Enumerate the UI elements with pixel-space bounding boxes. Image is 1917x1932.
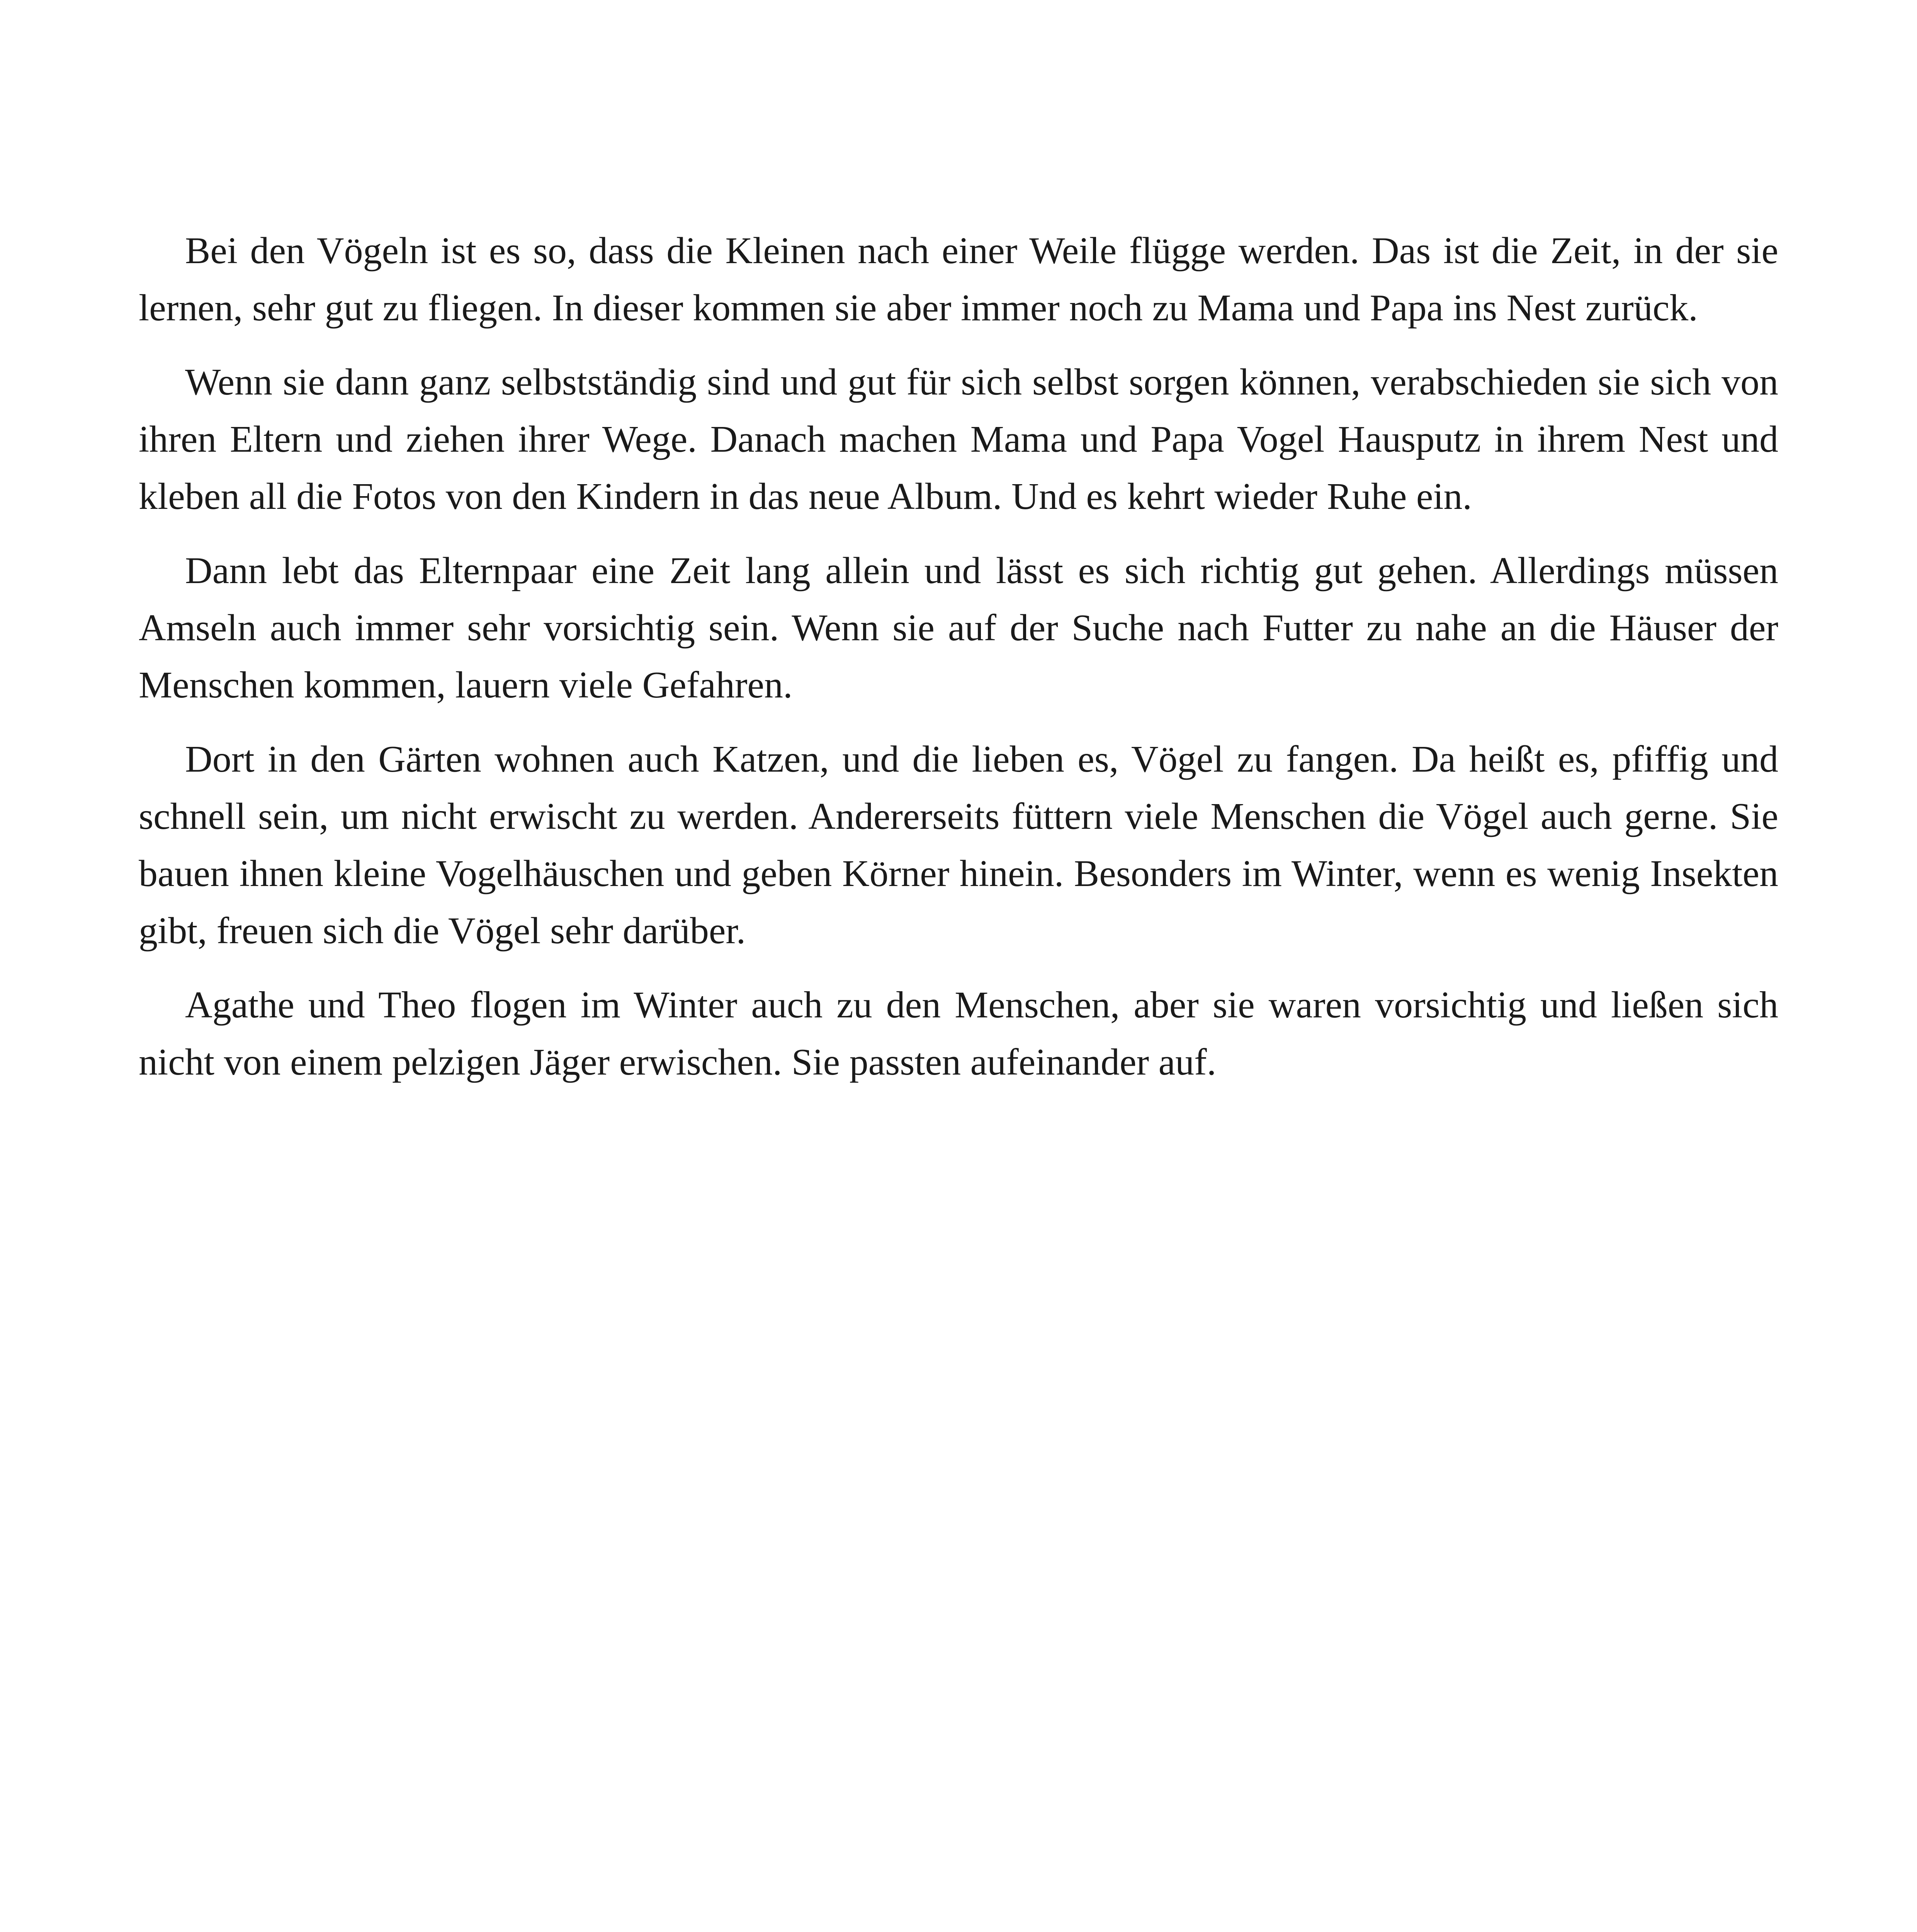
- paragraph-4: Dort in den Gärten wohnen auch Katzen, und die lieben es, Vögel zu fangen. Da heißt es, pfiffig und schnell sein, um nicht erwischt zu werden. Andererseits füttern viele Menschen die Vögel auch gerne. Sie bauen ihnen kleine Vogelhäuschen und geben Körner hinein. Besonders im Winter, wenn es wenig Insekten gibt, freuen sich die Vögel sehr darüber.: [139, 738, 1778, 952]
- paragraph-5: Agathe und Theo flogen im Winter auch zu den Menschen, aber sie waren vorsichtig und ließen sich nicht von einem pelzigen Jäger erwischen. Sie passten aufeinander auf.: [139, 984, 1778, 1083]
- paragraph-3: Dann lebt das Elternpaar eine Zeit lang allein und lässt es sich richtig gut gehen. Allerdings müssen Amseln auch immer sehr vorsichtig sein. Wenn sie auf der Suche nach Futter zu nahe an die Häuser der Menschen kommen, lauern viele Gefahren.: [139, 550, 1778, 706]
- paragraph-1: Bei den Vögeln ist es so, dass die Kleinen nach einer Weile flügge werden. Das ist die Zeit, in der sie lernen, sehr gut zu fliegen. In dieser kommen sie aber immer noch zu Mama und Papa ins Nest zurück.: [139, 230, 1778, 329]
- paragraph-2: Wenn sie dann ganz selbstständig sind und gut für sich selbst sorgen können, verabschieden sie sich von ihren Eltern und ziehen ihrer Wege. Danach machen Mama und Papa Vogel Hausputz in ihrem Nest und kleben all die Fotos von den Kindern in das neue Album. Und es kehrt wieder Ruhe ein.: [139, 361, 1778, 517]
- body-text: [139, 222, 1778, 1108]
